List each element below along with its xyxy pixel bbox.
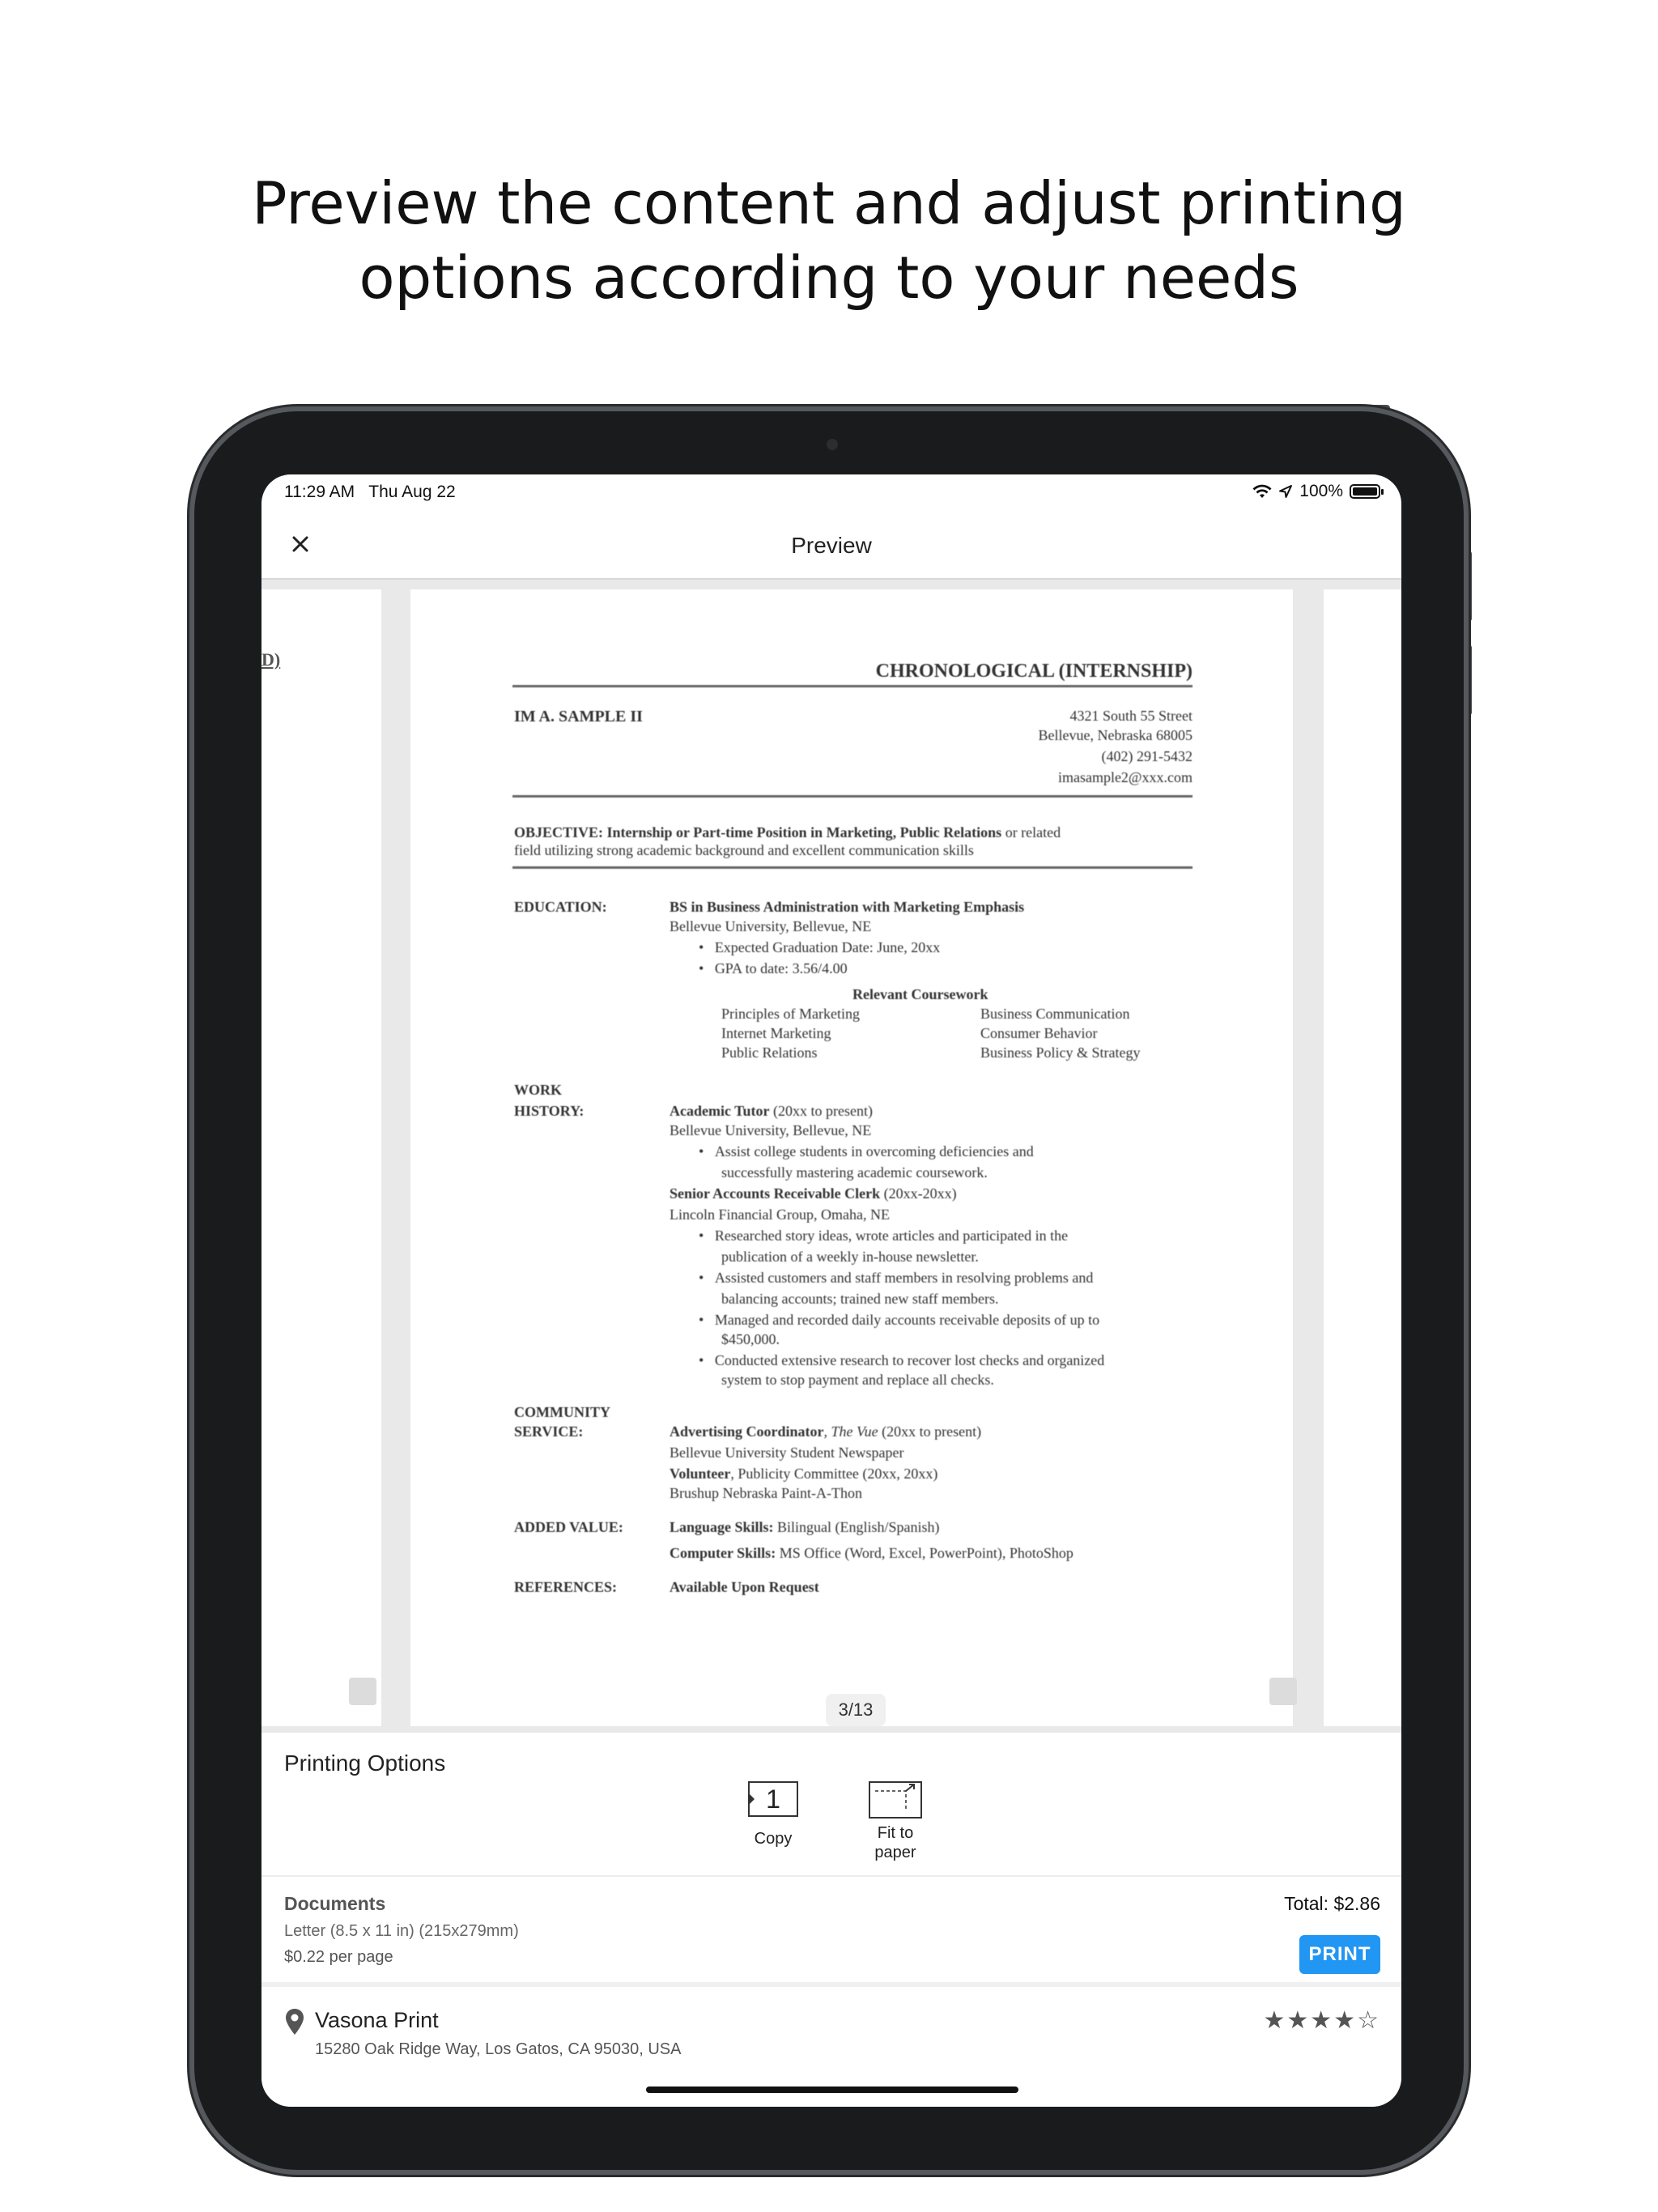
doc-community-label: COMMUNITY [514, 1404, 610, 1420]
resume-document [410, 589, 1293, 1726]
doc-job-title: Academic Tutor (20xx to present) [670, 1103, 873, 1119]
status-time: 11:29 AM Thu Aug 22 [284, 483, 456, 501]
fit-to-paper-label: Fit to paper [874, 1824, 916, 1861]
device-volume-down-button [1464, 644, 1472, 716]
fit-to-paper-option[interactable] [859, 1781, 932, 1862]
doc-job-bullet-cont: system to stop payment and replace all checks. [721, 1372, 994, 1388]
doc-objective-line2: field utilizing strong academic background and excellent communication skills [514, 842, 974, 858]
home-indicator[interactable] [646, 2087, 1018, 2093]
doc-email: imasample2@xxx.com [1057, 769, 1192, 785]
print-button[interactable]: PRINT [1299, 1935, 1380, 1974]
doc-work-label: HISTORY: [514, 1103, 585, 1119]
document-summary [261, 1877, 1401, 1987]
doc-degree: BS in Business Administration with Marketing Emphasis [670, 899, 1025, 915]
previous-page-fragment: D) [261, 649, 281, 670]
front-camera [827, 439, 838, 450]
status-bar [261, 474, 1401, 512]
doc-community-org: Bellevue University Student Newspaper [670, 1444, 904, 1461]
doc-work-label: WORK [514, 1082, 563, 1098]
doc-job-title: Senior Accounts Receivable Clerk (20xx-20xx) [670, 1185, 957, 1202]
doc-job-bullet: • Researched story ideas, wrote articles and participated in the [699, 1227, 1069, 1244]
doc-job-bullet-cont: balancing accounts; trained new staff members. [721, 1291, 999, 1307]
doc-job-bullet: • Conducted extensive research to recover lost checks and organized [699, 1352, 1105, 1368]
copy-label: Copy [754, 1830, 793, 1848]
doc-edu-bullet: • Expected Graduation Date: June, 20xx [699, 939, 941, 955]
star-icon: ★ [1333, 2007, 1358, 2034]
copy-option[interactable] [737, 1781, 810, 1848]
location-arrow-icon [1278, 484, 1293, 499]
doc-education-label: EDUCATION: [514, 899, 607, 915]
doc-added-label: ADDED VALUE: [514, 1519, 623, 1535]
doc-edu-bullet: • GPA to date: 3.56/4.00 [699, 960, 848, 976]
doc-coursework-title: Relevant Coursework [852, 986, 988, 1002]
total-price: Total: $2.86 [1284, 1893, 1380, 1914]
doc-language-skills: Language Skills: Bilingual (English/Spanish) [670, 1519, 940, 1535]
doc-course: Business Policy & Strategy [980, 1044, 1141, 1061]
doc-job-org: Bellevue University, Bellevue, NE [670, 1122, 872, 1138]
printing-options-title: Printing Options [284, 1750, 446, 1776]
location-name: Vasona Print [315, 2008, 439, 2032]
paper-size: Letter (8.5 x 11 in) (215x279mm) [284, 1922, 519, 1940]
preview-area[interactable] [261, 580, 1401, 1733]
fit-to-paper-icon[interactable] [869, 1781, 922, 1819]
doc-community-role: Advertising Coordinator, The Vue (20xx to present) [670, 1423, 982, 1440]
wifi-icon [1252, 484, 1272, 499]
document-name: Documents [284, 1893, 386, 1914]
doc-community-org: Brushup Nebraska Paint-A-Thon [670, 1485, 862, 1501]
status-right [1252, 482, 1380, 501]
doc-references-label: REFERENCES: [514, 1579, 618, 1595]
doc-school: Bellevue University, Bellevue, NE [670, 918, 872, 934]
doc-community-role: Volunteer, Publicity Committee (20xx, 20xx) [670, 1465, 938, 1482]
doc-job-bullet-cont: successfully mastering academic coursework. [721, 1164, 988, 1180]
checkbox-icon[interactable] [349, 1678, 376, 1705]
price-per-page: $0.22 per page [284, 1948, 393, 1966]
doc-course: Consumer Behavior [980, 1025, 1098, 1041]
tablet-screen [261, 474, 1401, 2107]
battery-icon [1350, 484, 1380, 499]
doc-job-bullet-cont: $450,000. [721, 1331, 780, 1347]
doc-rule [512, 795, 1192, 798]
marketing-headline [0, 166, 1658, 315]
doc-objective: OBJECTIVE: Internship or Part-time Position in Marketing, Public Relations or related [514, 824, 1061, 840]
doc-course: Public Relations [721, 1044, 818, 1061]
star-rating [1263, 2006, 1380, 2035]
star-icon: ☆ [1357, 2007, 1380, 2034]
doc-job-org: Lincoln Financial Group, Omaha, NE [670, 1206, 890, 1223]
current-page[interactable] [410, 589, 1293, 1726]
location-address: 15280 Oak Ridge Way, Los Gatos, CA 95030, USA [315, 2040, 682, 2058]
doc-heading: CHRONOLOGICAL (INTERNSHIP) [875, 661, 1192, 682]
doc-job-bullet-cont: publication of a weekly in-house newsletter. [721, 1249, 979, 1265]
doc-references: Available Upon Request [670, 1579, 819, 1595]
battery-percent: 100% [1299, 482, 1343, 500]
device-volume-up-button [1464, 551, 1472, 622]
doc-address2: Bellevue, Nebraska 68005 [1038, 727, 1192, 743]
page-indicator: 3/13 [826, 1694, 886, 1726]
copy-count-stepper[interactable]: 1 [748, 1781, 798, 1817]
map-pin-icon [284, 2008, 305, 2035]
doc-phone: (402) 291-5432 [1101, 748, 1192, 764]
doc-job-bullet: • Assist college students in overcoming deficiencies and [699, 1143, 1034, 1159]
doc-job-bullet: • Managed and recorded daily accounts receivable deposits of up to [699, 1312, 1100, 1328]
doc-computer-skills: Computer Skills: MS Office (Word, Excel, PowerPoint), PhotoShop [670, 1545, 1073, 1561]
headline-line-1: Preview the content and adjust printing [252, 169, 1406, 237]
doc-job-bullet: • Assisted customers and staff members in resolving problems and [699, 1270, 1094, 1286]
printing-options-panel [261, 1739, 1401, 1878]
doc-name: IM A. SAMPLE II [514, 708, 643, 725]
doc-course: Principles of Marketing [721, 1006, 860, 1022]
checkbox-icon[interactable] [1269, 1678, 1297, 1705]
doc-course: Internet Marketing [721, 1025, 831, 1041]
doc-course: Business Communication [980, 1006, 1130, 1022]
doc-rule [512, 685, 1192, 687]
star-icon: ★ [1263, 2007, 1287, 2034]
nav-bar [261, 512, 1401, 581]
doc-community-label: SERVICE: [514, 1423, 584, 1440]
previous-page-thumbnail[interactable] [261, 589, 381, 1726]
doc-rule [512, 866, 1192, 869]
next-page-thumbnail[interactable] [1324, 589, 1401, 1726]
doc-address1: 4321 South 55 Street [1069, 708, 1192, 724]
nav-title: Preview [791, 533, 872, 558]
star-icon: ★ [1286, 2007, 1311, 2034]
headline-line-2: options according to your needs [359, 244, 1299, 312]
star-icon: ★ [1310, 2007, 1334, 2034]
